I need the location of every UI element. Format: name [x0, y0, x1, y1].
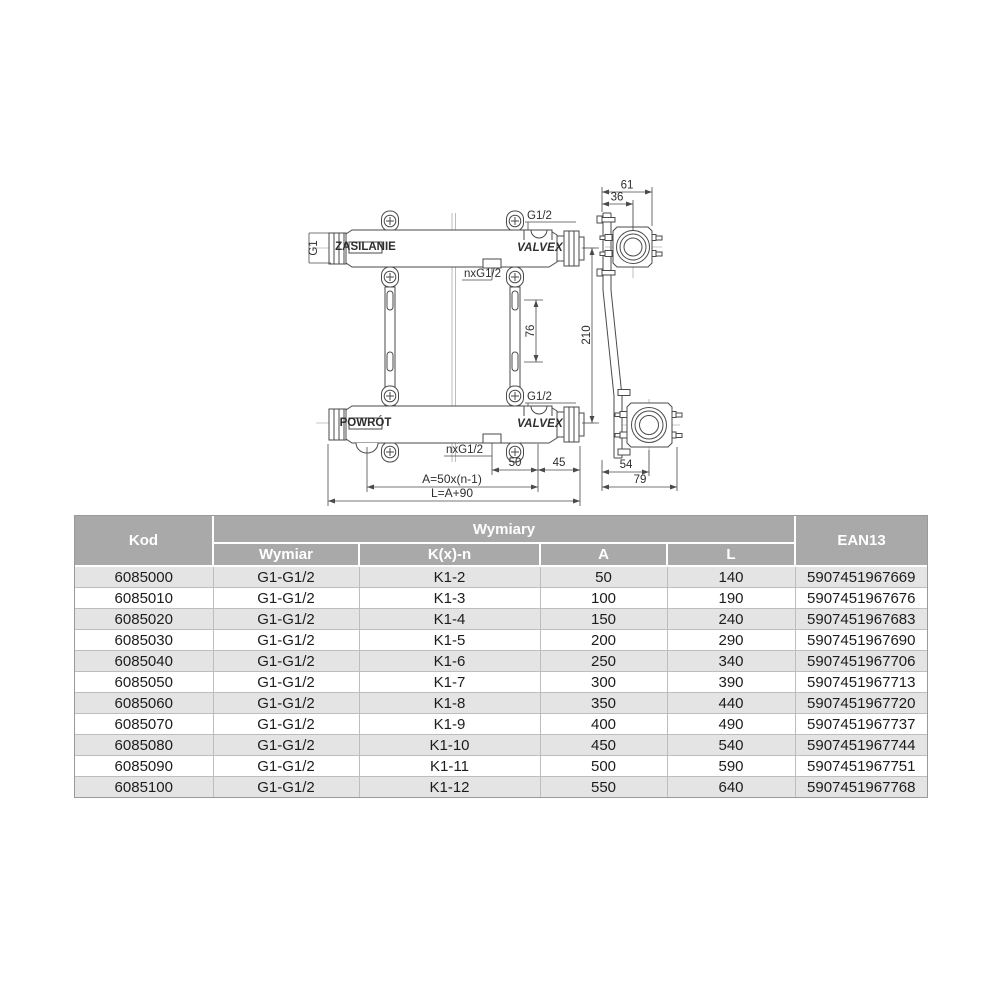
table-cell: G1-G1/2: [213, 609, 359, 630]
supply-label: ZASILANIE: [335, 241, 396, 253]
outlets-count-label: nxG1/2: [446, 444, 484, 456]
brand-logo: VALVEX: [517, 418, 563, 430]
table-cell: 190: [667, 588, 795, 609]
outlets-count-label: nxG1/2: [464, 268, 502, 280]
column-header-l: L: [667, 543, 795, 566]
table-cell: K1-5: [359, 630, 540, 651]
dim-54: 54: [619, 459, 633, 471]
table-cell: 500: [540, 756, 667, 777]
outlet-size-label: G1/2: [527, 391, 552, 403]
dim-36: 36: [610, 191, 624, 204]
table-cell: 5907451967713: [795, 672, 927, 693]
table-cell: 6085020: [75, 609, 213, 630]
table-cell: K1-9: [359, 714, 540, 735]
table-cell: 590: [667, 756, 795, 777]
table-cell: 5907451967751: [795, 756, 927, 777]
table-cell: 5907451967768: [795, 777, 927, 798]
supply-manifold-bar: [329, 230, 584, 268]
table-row: [75, 756, 927, 777]
table-cell: K1-4: [359, 609, 540, 630]
g1-port-label: G1: [308, 240, 320, 256]
table-cell: G1-G1/2: [213, 588, 359, 609]
column-header-wymiar: Wymiar: [213, 543, 359, 566]
side-view: [597, 205, 682, 476]
table-row: [75, 609, 927, 630]
table-cell: 6085050: [75, 672, 213, 693]
table-row: [75, 693, 927, 714]
dim-a-formula: A=50x(n-1): [422, 472, 482, 486]
return-label: POWRÓT: [339, 417, 392, 429]
table-cell: G1-G1/2: [213, 566, 359, 588]
table-cell: 5907451967706: [795, 651, 927, 672]
table-cell: 540: [667, 735, 795, 756]
product-table-wrapper: [74, 515, 928, 798]
table-cell: G1-G1/2: [213, 714, 359, 735]
table-cell: 250: [540, 651, 667, 672]
table-cell: 6085010: [75, 588, 213, 609]
table-cell: 640: [667, 777, 795, 798]
column-header-ean13: EAN13: [795, 516, 927, 566]
column-header-kod: Kod: [75, 516, 213, 566]
column-header-kxn: K(x)-n: [359, 543, 540, 566]
table-cell: 340: [667, 651, 795, 672]
table-cell: G1-G1/2: [213, 693, 359, 714]
table-cell: 300: [540, 672, 667, 693]
table-cell: K1-7: [359, 672, 540, 693]
table-cell: 5907451967720: [795, 693, 927, 714]
table-cell: 490: [667, 714, 795, 735]
table-row: [75, 777, 927, 798]
table-row: [75, 714, 927, 735]
table-cell: 290: [667, 630, 795, 651]
table-cell: 6085100: [75, 777, 213, 798]
table-row: [75, 672, 927, 693]
dim-l-formula: L=A+90: [430, 486, 474, 500]
table-cell: 400: [540, 714, 667, 735]
table-row: [75, 588, 927, 609]
table-cell: 440: [667, 693, 795, 714]
table-cell: 6085080: [75, 735, 213, 756]
table-cell: 6085000: [75, 566, 213, 588]
table-cell: 5907451967737: [795, 714, 927, 735]
table-cell: 6085060: [75, 693, 213, 714]
column-header-a: A: [540, 543, 667, 566]
table-cell: 200: [540, 630, 667, 651]
table-cell: 5907451967744: [795, 735, 927, 756]
product-table: [75, 516, 927, 797]
table-row: [75, 630, 927, 651]
table-cell: K1-8: [359, 693, 540, 714]
table-cell: G1-G1/2: [213, 672, 359, 693]
table-cell: 240: [667, 609, 795, 630]
table-cell: K1-2: [359, 566, 540, 588]
table-cell: 5907451967683: [795, 609, 927, 630]
table-body: [75, 566, 927, 797]
brand-logo: VALVEX: [517, 242, 563, 254]
table-cell: G1-G1/2: [213, 630, 359, 651]
table-cell: K1-10: [359, 735, 540, 756]
table-cell: G1-G1/2: [213, 777, 359, 798]
table-cell: 550: [540, 777, 667, 798]
table-cell: 5907451967690: [795, 630, 927, 651]
table-cell: 6085040: [75, 651, 213, 672]
table-cell: G1-G1/2: [213, 735, 359, 756]
outlet-size-label: G1/2: [527, 210, 552, 222]
table-row: [75, 566, 927, 588]
table-cell: 50: [540, 566, 667, 588]
table-cell: K1-3: [359, 588, 540, 609]
column-group-wymiary: Wymiary: [213, 516, 795, 543]
table-cell: 140: [667, 566, 795, 588]
table-cell: K1-12: [359, 777, 540, 798]
table-cell: G1-G1/2: [213, 651, 359, 672]
dim-79: 79: [633, 474, 647, 486]
table-row: [75, 651, 927, 672]
table-cell: 6085030: [75, 630, 213, 651]
dim-210: 210: [581, 325, 593, 345]
dim-61: 61: [620, 179, 634, 192]
table-cell: 5907451967669: [795, 566, 927, 588]
table-cell: K1-11: [359, 756, 540, 777]
table-cell: 150: [540, 609, 667, 630]
table-cell: 350: [540, 693, 667, 714]
table-cell: 450: [540, 735, 667, 756]
dim-45: 45: [552, 457, 566, 469]
outlet-seat: [524, 230, 552, 240]
table-row: [75, 735, 927, 756]
table-cell: 5907451967676: [795, 588, 927, 609]
table-cell: 6085090: [75, 756, 213, 777]
table-cell: 390: [667, 672, 795, 693]
table-cell: G1-G1/2: [213, 756, 359, 777]
table-cell: K1-6: [359, 651, 540, 672]
dim-76: 76: [525, 324, 537, 338]
table-cell: 6085070: [75, 714, 213, 735]
table-cell: 100: [540, 588, 667, 609]
outlet-seat: [524, 406, 552, 416]
dim-50: 50: [508, 457, 522, 469]
